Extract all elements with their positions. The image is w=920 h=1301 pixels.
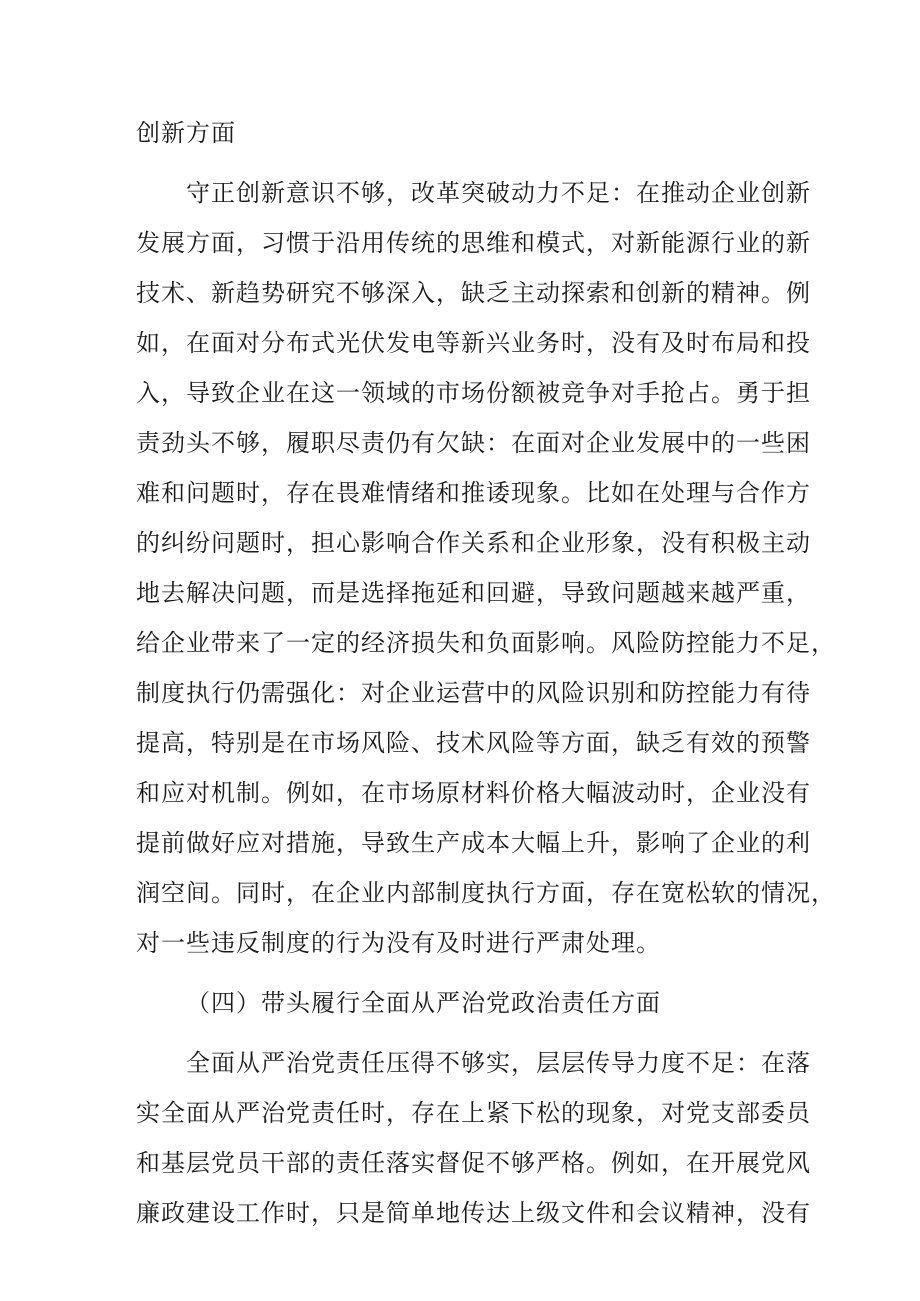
section-heading-4: （四）带头履行全面从严治党政治责任方面	[186, 989, 661, 1017]
section-title-continuation: 创新方面	[136, 119, 236, 147]
paragraph-line: 全面从严治党责任压得不够实，层层传导力度不足：在落	[186, 1049, 811, 1077]
paragraph-line: 入，导致企业在这一领域的市场份额被竞争对手抢占。勇于担	[136, 379, 811, 407]
paragraph-line: 责劲头不够，履职尽责仍有欠缺：在面对企业发展中的一些困	[136, 429, 811, 457]
paragraph-line: 和基层党员干部的责任落实督促不够严格。例如，在开展党风	[136, 1149, 811, 1177]
paragraph-line: 地去解决问题，而是选择拖延和回避，导致问题越来越严重，	[136, 579, 811, 607]
paragraph-line: 守正创新意识不够，改革突破动力不足：在推动企业创新	[186, 179, 811, 207]
paragraph-line: 提高，特别是在市场风险、技术风险等方面，缺乏有效的预警	[136, 729, 811, 757]
paragraph-line: 对一些违反制度的行为没有及时进行严肃处理。	[136, 929, 661, 957]
paragraph-line: 润空间。同时，在企业内部制度执行方面，存在宽松软的情况，	[136, 879, 836, 907]
paragraph-line: 难和问题时，存在畏难情绪和推诿现象。比如在处理与合作方	[136, 479, 811, 507]
paragraph-line: 给企业带来了一定的经济损失和负面影响。风险防控能力不足，	[136, 629, 836, 657]
paragraph-line: 廉政建设工作时，只是简单地传达上级文件和会议精神，没有	[136, 1199, 811, 1227]
paragraph-line: 技术、新趋势研究不够深入，缺乏主动探索和创新的精神。例	[136, 279, 811, 307]
paragraph-line: 实全面从严治党责任时，存在上紧下松的现象，对党支部委员	[136, 1099, 811, 1127]
paragraph-line: 的纠纷问题时，担心影响合作关系和企业形象，没有积极主动	[136, 529, 811, 557]
paragraph-line: 发展方面，习惯于沿用传统的思维和模式，对新能源行业的新	[136, 229, 811, 257]
paragraph-line: 制度执行仍需强化：对企业运营中的风险识别和防控能力有待	[136, 679, 811, 707]
paragraph-line: 提前做好应对措施，导致生产成本大幅上升，影响了企业的利	[136, 829, 811, 857]
paragraph-line: 和应对机制。例如，在市场原材料价格大幅波动时，企业没有	[136, 779, 811, 807]
paragraph-line: 如，在面对分布式光伏发电等新兴业务时，没有及时布局和投	[136, 329, 811, 357]
